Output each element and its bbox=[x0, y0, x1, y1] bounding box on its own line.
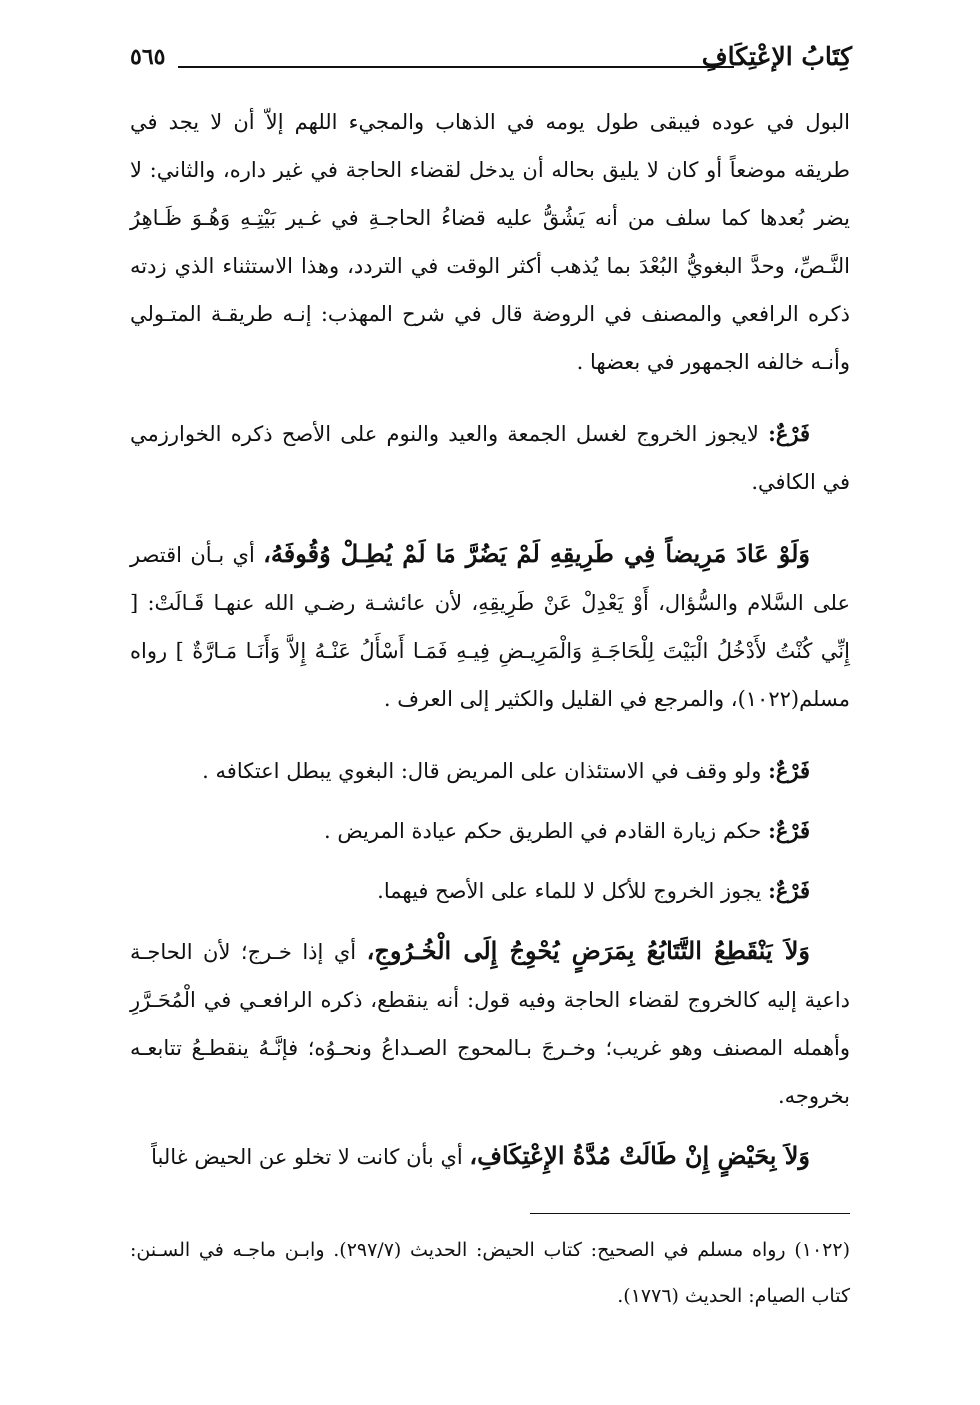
paragraph-text: ولو وقف في الاستئذان على المريض قال: البغوي يبطل اعتكافه . bbox=[202, 759, 762, 783]
far-label: فَرْعٌ: bbox=[768, 878, 810, 903]
footnote-text: (١٠٢٢) رواه مسلم في الصحيح: كتاب الحيض: الحديث (٢٩٧/٧). وابـن ماجـه في السـنن: كتاب الصيام: الحديث (١٧٧٦). bbox=[130, 1239, 850, 1307]
paragraph bbox=[130, 410, 850, 506]
paragraph-text: لايجوز الخروج لغسل الجمعة والعيد والنوم على الأصح ذكره الخوارزمي في الكافي. bbox=[130, 422, 850, 494]
footnote bbox=[130, 1227, 850, 1319]
paragraph-text: يجوز الخروج للأكل لا للماء على الأصح فيهما. bbox=[377, 879, 762, 903]
matn-text: وَلاَ يَنْقَطِعُ التَّتَابُعُ بِمَرَضٍ يُحْوِجُ إِلَى الْخُـرُوجِ، bbox=[366, 936, 810, 965]
paragraph-text: البول في عوده فيبقى طول يومه في الذهاب والمجيء اللهم إلاّ أن لا يجد في طريقه موضعاً أو كان لا يليق بحاله أن يدخل لقضاء الحاجة في غير داره، والثاني: لا يضر بُعدها كما سلف من أنه يَشُقُّ عليه قضاءُ الحاجـةِ في غـير بَيْتِـهِ وَهُـوَ ظَـاهِرُ النَّـصِّ، وحدَّ البغويُّ البُعْدَ بما يُذهب أكثر الوقت في التردد، وهذا الاستثناء الذي زدته ذكره الرافعي والمصنف في الروضة قال في شرح المهذب: إنـه طريقـة المتـولي وأنـه خالفه الجمهور في بعضها . bbox=[130, 110, 850, 374]
paragraph bbox=[130, 1132, 850, 1181]
page-number: ٥٦٥ bbox=[130, 44, 166, 70]
paragraph bbox=[130, 747, 850, 795]
far-label: فَرْعٌ: bbox=[768, 818, 810, 843]
paragraph bbox=[130, 807, 850, 855]
matn-text: وَلاَ بِحَيْضٍ إِنْ طَالَتْ مُدَّةُ الإِعْتِكَافِ، bbox=[469, 1141, 810, 1170]
paragraph bbox=[130, 867, 850, 915]
far-label: فَرْعٌ: bbox=[768, 421, 810, 446]
matn-text: وَلَوْ عَادَ مَرِيضاً فِي طَرِيقِهِ لَمْ يَضُرَّ مَا لَمْ يُطِـلْ وُقُوفَهُ، bbox=[263, 539, 810, 568]
paragraph-text: أي بـأن اقتصر على السَّلام والسُّؤال، أَوْ يَعْدِلْ عَنْ طَرِيقِهِ، لأن عائشـة رضـي الله عنهـا قَـالَتْ: [ إِنِّي كُنْتُ لأَدْخُلُ الْبَيْتَ لِلْحَاجَـةِ وَالْمَرِيـضِ فِيـهِ فَمَـا أَسْأَلُ عَنْـهُ إِلاَّ وَأَنَـا مَـارَّةٌ ] رواه مسلم(١٠٢٢)، والمرجع في القليل والكثير إلى العرف . bbox=[130, 543, 850, 711]
paragraph bbox=[130, 927, 850, 1120]
header-rule bbox=[178, 66, 734, 68]
page-body bbox=[130, 98, 850, 1181]
far-label: فَرْعٌ: bbox=[768, 758, 810, 783]
paragraph-text: أي إذا خـرج؛ لأن الحاجـة داعية إليه كالخروج لقضاء الحاجة وفيه قول: أنه ينقطع، ذكره الرافعـي في الْمُحَـرَّرِ وأهمله المصنف وهو غريب؛ وخـرجَ بـالمحوج الصـداعُ ونحـوُه؛ فإنَّـهُ ينقطـعُ تتابعـه بخروجه. bbox=[130, 940, 850, 1108]
paragraph bbox=[130, 530, 850, 723]
footnote-rule bbox=[530, 1213, 850, 1214]
page-header bbox=[130, 40, 852, 80]
chapter-title: كِتَابُ الإعْتِكَافِ bbox=[701, 42, 852, 71]
paragraph-text: أي بأن كانت لا تخلو عن الحيض غالباً bbox=[151, 1145, 463, 1169]
paragraph-text: حكم زيارة القادم في الطريق حكم عيادة المريض . bbox=[323, 819, 762, 843]
paragraph bbox=[130, 98, 850, 386]
